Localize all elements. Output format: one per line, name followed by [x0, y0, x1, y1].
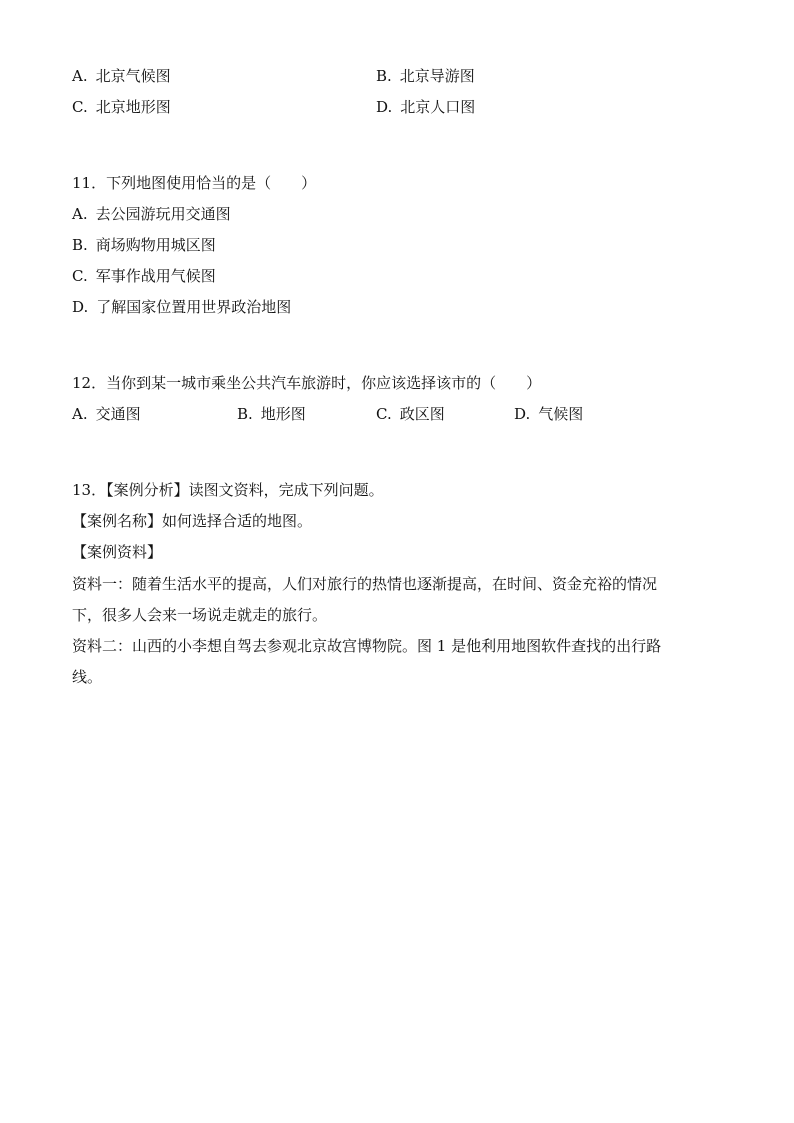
q13-material2-line2: 线。 — [72, 668, 103, 686]
option-text: 政区图 — [399, 405, 445, 423]
option-text: 地形图 — [260, 405, 306, 423]
q12-stem: 12．当你到某一城市乘坐公共汽车旅游时，你应该选择该市的（ ） — [72, 374, 542, 392]
option-letter: A. — [72, 205, 88, 223]
option-letter: C. — [376, 405, 392, 423]
q13-case-material-heading: 【案例资料】 — [72, 543, 163, 561]
q10-option-c — [72, 97, 171, 117]
q10-option-a — [72, 66, 171, 86]
option-text: 了解国家位置用世界政治地图 — [96, 298, 292, 316]
option-text: 气候图 — [538, 405, 584, 423]
q11-option-d — [72, 297, 291, 317]
option-text: 军事作战用气候图 — [95, 267, 216, 285]
q13-stem: 13．【案例分析】读图文资料，完成下列问题。 — [72, 481, 384, 499]
q12-option-d — [514, 404, 583, 424]
q13-case-name: 【案例名称】如何选择合适的地图。 — [72, 512, 313, 530]
q11-option-c — [72, 266, 216, 286]
option-letter: B. — [376, 67, 392, 85]
q10-option-d — [376, 97, 475, 117]
q10-option-b — [376, 66, 475, 86]
option-text: 北京气候图 — [95, 67, 171, 85]
option-letter: D. — [72, 298, 89, 316]
q12-option-b — [237, 404, 306, 424]
option-text: 去公园游玩用交通图 — [95, 205, 231, 223]
option-text: 商场购物用城区图 — [95, 236, 216, 254]
option-letter: C. — [72, 98, 88, 116]
option-letter: D. — [514, 405, 531, 423]
option-letter: B. — [237, 405, 253, 423]
option-text: 北京导游图 — [399, 67, 475, 85]
q11-stem: 11．下列地图使用恰当的是（ ） — [72, 174, 317, 192]
option-letter: C. — [72, 267, 88, 285]
q11-option-b — [72, 235, 216, 255]
q12-option-a — [72, 404, 141, 424]
option-text: 北京人口图 — [400, 98, 476, 116]
option-letter: D. — [376, 98, 393, 116]
q13-material1-line1: 资料一：随着生活水平的提高，人们对旅行的热情也逐渐提高，在时间、资金充裕的情况 — [72, 575, 658, 593]
q11-option-a — [72, 204, 231, 224]
option-letter: A. — [72, 67, 88, 85]
option-text: 交通图 — [95, 405, 141, 423]
option-text: 北京地形图 — [95, 98, 171, 116]
q13-material1-line2: 下，很多人会来一场说走就走的旅行。 — [72, 606, 328, 624]
q12-option-c — [376, 404, 445, 424]
q13-material2-line1: 资料二：山西的小李想自驾去参观北京故宫博物院。图 1 是他利用地图软件查找的出行路 — [72, 637, 662, 655]
option-letter: B. — [72, 236, 88, 254]
option-letter: A. — [72, 405, 88, 423]
